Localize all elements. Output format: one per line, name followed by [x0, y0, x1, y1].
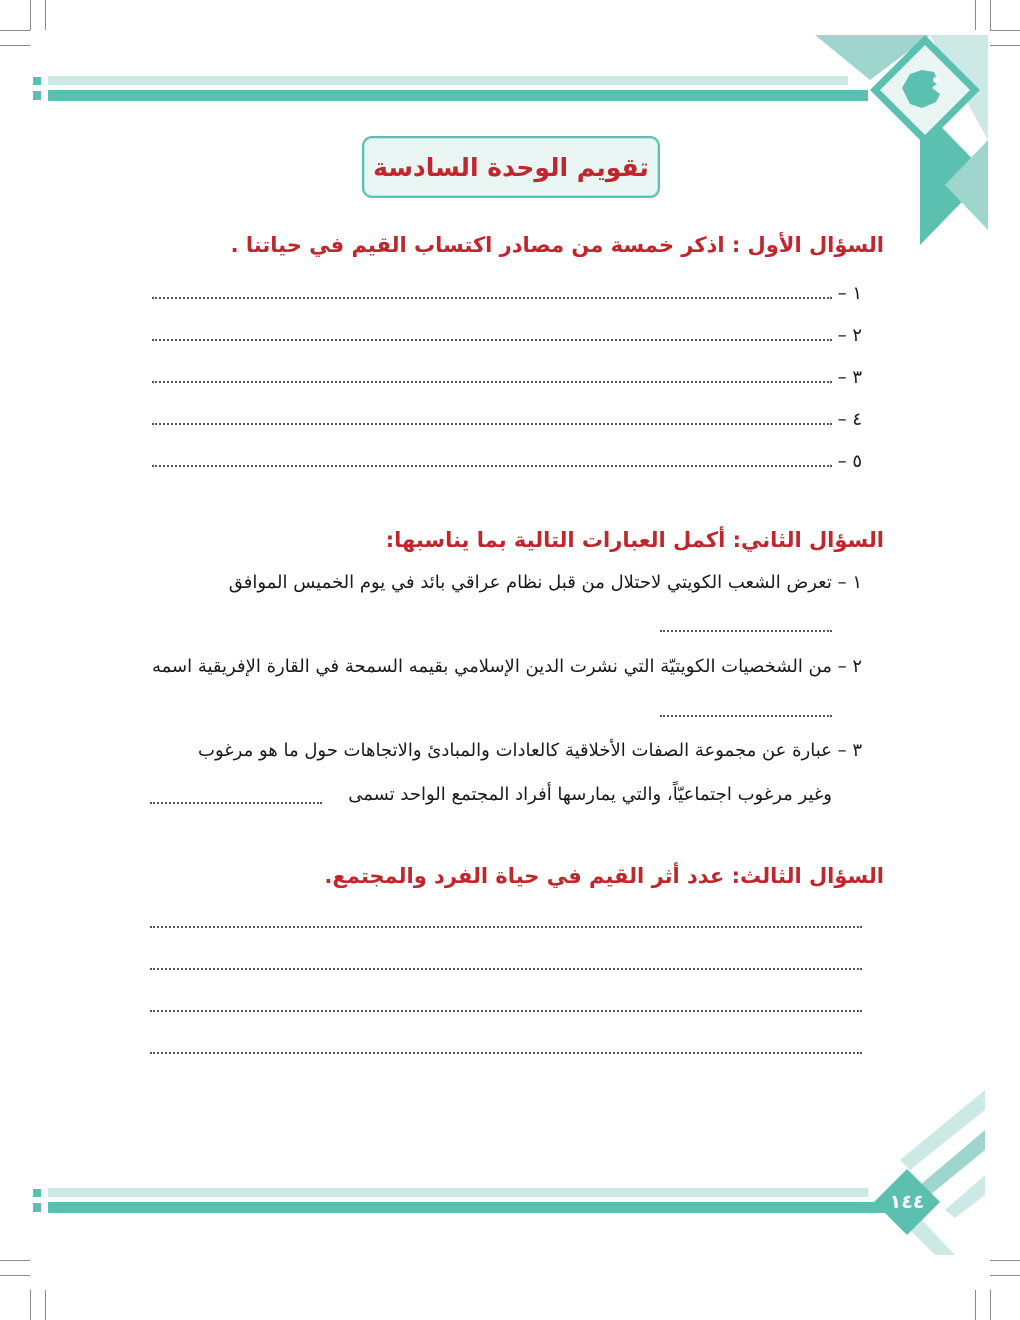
crop-mark	[990, 30, 1020, 31]
answer-blank-1[interactable]	[660, 630, 832, 632]
kuwait-map-emblem	[810, 30, 990, 260]
answer-number: ٥ –	[837, 451, 862, 472]
crop-mark	[975, 1290, 976, 1320]
statement-2: ٢ – من الشخصيات الكويتيّة التي نشرت الدين الإسلامي بقيمه السمحة في القارة الإفريقية اسمه	[151, 656, 862, 677]
crop-mark	[990, 45, 1020, 46]
statement-3-line-2: وغير مرغوب اجتماعيّاً، والتي يمارسها أفراد المجتمع الواحد تسمى	[348, 784, 832, 805]
crop-mark	[30, 0, 31, 30]
crop-mark	[0, 1275, 30, 1276]
crop-mark	[0, 30, 30, 31]
unit-title-box	[362, 136, 660, 198]
question-1-heading	[231, 233, 884, 257]
question-3-text: عدد أثر القيم في حياة الفرد والمجتمع.	[324, 864, 725, 888]
unit-title: تقويم الوحدة السادسة	[373, 152, 649, 182]
question-2-label: السؤال الثاني:	[732, 528, 884, 552]
crop-mark	[990, 0, 991, 30]
answer-number: ٣ –	[837, 367, 862, 388]
answer-line-q3-3[interactable]	[150, 1010, 862, 1012]
crop-mark	[990, 1275, 1020, 1276]
answer-number: ١ –	[837, 283, 862, 304]
crop-mark	[45, 1290, 46, 1320]
page-number: ١٤٤	[889, 1191, 925, 1213]
crop-mark	[30, 1290, 31, 1320]
answer-line-1[interactable]	[152, 280, 862, 304]
answer-line-q3-1[interactable]	[150, 926, 862, 928]
answer-line-q3-4[interactable]	[150, 1052, 862, 1054]
statement-1: ١ – تعرض الشعب الكويتي لاحتلال من قبل نظام عراقي بائد في يوم الخميس الموافق	[228, 572, 862, 593]
answer-line-4[interactable]	[152, 406, 862, 430]
question-2-text: أكمل العبارات التالية بما يناسبها:	[385, 528, 726, 552]
question-1-label: السؤال الأول :	[731, 233, 884, 257]
answer-blank-3[interactable]	[150, 802, 322, 804]
answer-line-q3-2[interactable]	[150, 968, 862, 970]
question-3-label: السؤال الثالث:	[731, 864, 884, 888]
crop-mark	[0, 45, 30, 46]
answer-blank-2[interactable]	[660, 715, 832, 717]
statement-3-line-1: ٣ – عبارة عن مجموعة الصفات الأخلاقية كالعادات والمبادئ والاتجاهات حول ما هو مرغوب	[198, 740, 862, 761]
question-2-heading	[386, 528, 884, 552]
question-1-text: اذكر خمسة من مصادر اكتساب القيم في حياتنا .	[230, 233, 725, 257]
answer-number: ٤ –	[837, 409, 862, 430]
question-3-heading	[324, 864, 884, 888]
crop-mark	[990, 1290, 991, 1320]
answer-line-5[interactable]	[152, 448, 862, 472]
answer-line-2[interactable]	[152, 322, 862, 346]
crop-mark	[975, 0, 976, 30]
crop-mark	[45, 0, 46, 30]
answer-line-3[interactable]	[152, 364, 862, 388]
answer-number: ٢ –	[837, 325, 862, 346]
crop-mark	[0, 1260, 30, 1261]
page-number-badge	[872, 1167, 942, 1237]
crop-mark	[990, 1260, 1020, 1261]
